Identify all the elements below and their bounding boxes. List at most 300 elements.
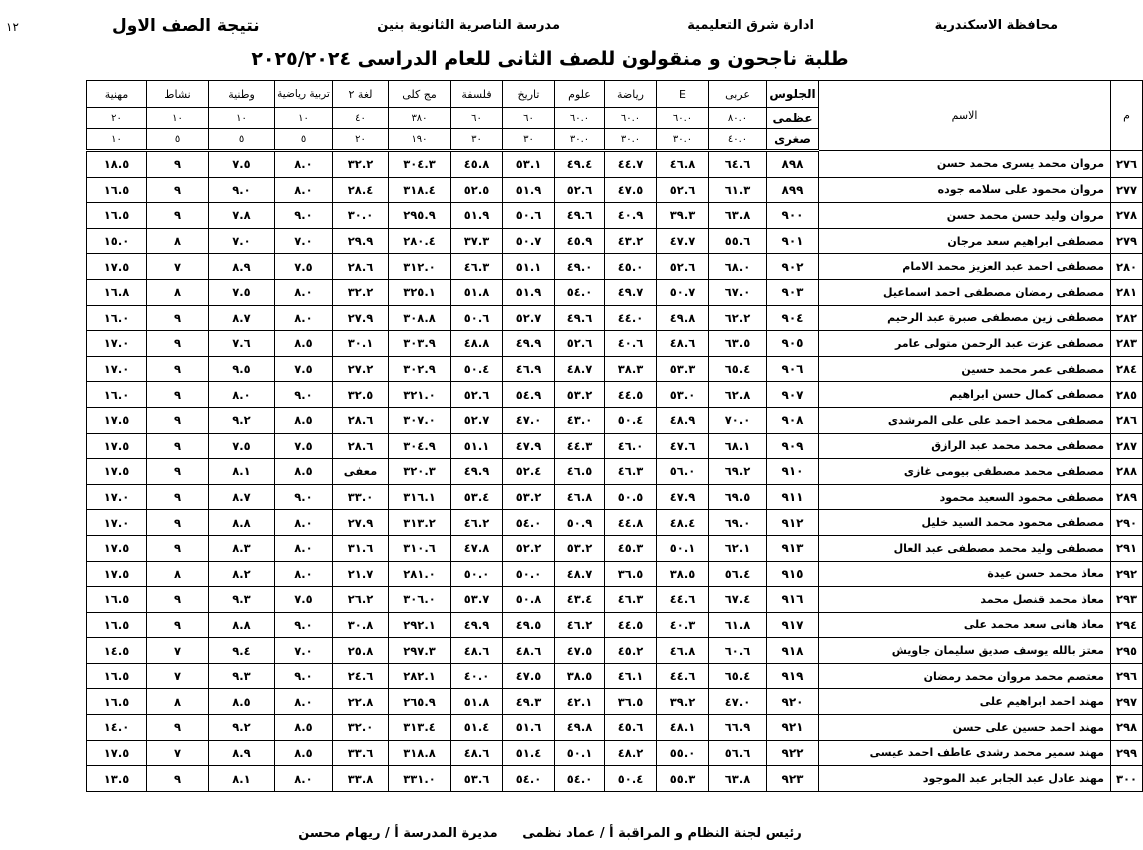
grade-cell: ٢٧.٢ — [333, 356, 389, 382]
grade-cell: ٤٤.٧ — [605, 151, 657, 178]
student-name: مصطفى احمد عبد العزيز محمد الامام — [819, 254, 1111, 280]
grade-cell: ٩ — [147, 433, 209, 459]
grade-cell: ٨.٠ — [275, 151, 333, 178]
grade-cell: ٩.٠ — [275, 203, 333, 229]
grade-cell: ١٦.٥ — [87, 663, 147, 689]
student-name: مصطفى عمر محمد حسين — [819, 356, 1111, 382]
table-row — [29, 561, 1143, 587]
table-row — [29, 407, 1143, 433]
grade-cell: ٤٨.٤ — [657, 510, 709, 536]
table-header — [29, 81, 1143, 151]
grade-cell: ٥٣.٤ — [451, 484, 503, 510]
grade-cell: ٤٤.٥ — [605, 382, 657, 408]
grade-cell: ٨.١ — [209, 459, 275, 485]
grade-cell: ٩.٣ — [209, 587, 275, 613]
student-name: مصطفى محمود محمد السيد خليل — [819, 510, 1111, 536]
grade-cell: ٦٣.٨ — [709, 203, 767, 229]
grade-cell: ٩ — [147, 331, 209, 357]
grade-cell: ٤٥.٨ — [451, 151, 503, 178]
grade-cell: ٥٣.٦ — [451, 766, 503, 792]
grade-cell: ٥٣.٢ — [555, 382, 605, 408]
grade-cell: ٤٣.٢ — [605, 228, 657, 254]
grade-cell: ٤٧.٠ — [709, 689, 767, 715]
col-subject-header: نشاط — [147, 81, 209, 108]
row-number: ٢٨٢ — [1111, 305, 1143, 331]
student-name: معاذ محمد حسن عيدة — [819, 561, 1111, 587]
grade-cell: ٥٤.٠ — [503, 766, 555, 792]
student-name: مهند سمير محمد رشدى عاطف احمد عيسى — [819, 740, 1111, 766]
grade-cell: ٥١.٩ — [503, 177, 555, 203]
grade-cell: ٧ — [147, 254, 209, 280]
grade-cell: ٩ — [147, 177, 209, 203]
grade-cell: ٣٠٢.٩ — [389, 356, 451, 382]
row-number: ٢٩٤ — [1111, 612, 1143, 638]
grade-cell: ٧.٦ — [209, 331, 275, 357]
grade-cell: ٦١.٨ — [709, 612, 767, 638]
grade-cell: ٣٨.٥ — [657, 561, 709, 587]
seat-number: ٩١٣ — [767, 535, 819, 561]
grade-cell: ٥٣.٣ — [657, 356, 709, 382]
grade-cell: ٢٨.٦ — [333, 254, 389, 280]
min-score: ٣٠.٠ — [555, 129, 605, 151]
grade-cell: ٣٣.٠ — [333, 484, 389, 510]
grade-cell: ٤٥.٦ — [605, 715, 657, 741]
grade-cell: ٤٧.٨ — [451, 535, 503, 561]
table-row — [29, 305, 1143, 331]
result-title: نتيجة الصف الاول — [112, 16, 260, 36]
grade-cell: ٦٨.٠ — [709, 254, 767, 280]
row-number: ٢٩٦ — [1111, 663, 1143, 689]
table-row — [29, 151, 1143, 178]
grade-cell: ١٧.٥ — [87, 740, 147, 766]
grade-cell: ٩ — [147, 356, 209, 382]
student-name: مصطفى محمد مصطفى بيومى غازى — [819, 459, 1111, 485]
grade-cell: ١٤.٠ — [87, 715, 147, 741]
seat-number: ٩٢٢ — [767, 740, 819, 766]
grade-cell: ٤٩.٦ — [555, 203, 605, 229]
row-number: ٣٠٠ — [1111, 766, 1143, 792]
student-name: مروان محمود على سلامه جوده — [819, 177, 1111, 203]
grade-cell: ٧.٠ — [275, 638, 333, 664]
student-name: مهند احمد حسين على حسن — [819, 715, 1111, 741]
seat-number: ٩٢١ — [767, 715, 819, 741]
grade-cell: ٢٧.٩ — [333, 305, 389, 331]
seat-number: ٩٢٠ — [767, 689, 819, 715]
grade-cell: ٥٦.٤ — [709, 561, 767, 587]
grade-cell: ٥١.٩ — [451, 203, 503, 229]
table-row — [29, 331, 1143, 357]
grade-cell: ٤٩.٥ — [503, 612, 555, 638]
row-number: ٢٨٤ — [1111, 356, 1143, 382]
grade-cell: ٢٧.٩ — [333, 510, 389, 536]
grade-cell: ١٧.٥ — [87, 433, 147, 459]
max-label: عظمى — [767, 108, 819, 129]
grade-cell: ١٤.٥ — [87, 638, 147, 664]
row-number: ٢٩٠ — [1111, 510, 1143, 536]
grade-cell: ٨.٠ — [275, 305, 333, 331]
grade-cell: ٣٢.٢ — [333, 151, 389, 178]
grade-cell: ٨ — [147, 561, 209, 587]
grade-cell: ٩.٢ — [209, 407, 275, 433]
grade-cell: ١٧.٥ — [87, 561, 147, 587]
col-seat-header: الجلوس — [767, 81, 819, 108]
student-name: معاذ محمد قنصل محمد — [819, 587, 1111, 613]
grade-cell: ٢٨.٦ — [333, 433, 389, 459]
grade-cell: ١٨.٥ — [87, 151, 147, 178]
grade-cell: ٥٢.٤ — [503, 459, 555, 485]
grade-cell: ٤٩.٠ — [555, 254, 605, 280]
grade-cell: ١٧.٠ — [87, 484, 147, 510]
grade-cell: ٧ — [147, 663, 209, 689]
grade-cell: ٤٦.٥ — [555, 459, 605, 485]
table-row — [29, 587, 1143, 613]
grade-cell: ٤٠.٩ — [605, 203, 657, 229]
grade-cell: ٨.٠ — [275, 535, 333, 561]
grade-cell: ٨ — [147, 279, 209, 305]
signatures-footer — [0, 826, 1100, 841]
grade-cell: ٥٦.٠ — [657, 459, 709, 485]
grade-cell: ٣٧.٣ — [451, 228, 503, 254]
grade-cell: ٤٩.٩ — [451, 459, 503, 485]
grade-cell: ٨.٠ — [275, 561, 333, 587]
grade-cell: ٥٠.٤ — [451, 356, 503, 382]
min-score: ٣٠ — [451, 129, 503, 151]
grade-cell: ٤٩.٩ — [451, 612, 503, 638]
grade-cell: ٥٣.١ — [503, 151, 555, 178]
grade-cell: ٥٢.٦ — [555, 331, 605, 357]
grade-cell: ٥٠.٦ — [451, 305, 503, 331]
grade-cell: ٥١.٤ — [451, 715, 503, 741]
grade-cell: ٩ — [147, 715, 209, 741]
table-row — [29, 766, 1143, 792]
seat-number: ٩٢٣ — [767, 766, 819, 792]
grade-cell: ٥٠.٥ — [605, 484, 657, 510]
results-table — [28, 80, 1143, 792]
seat-number: ٩٠٨ — [767, 407, 819, 433]
grade-cell: ٤٦.٨ — [657, 638, 709, 664]
grade-cell: ٧.٥ — [209, 433, 275, 459]
grade-cell: ١٧.٠ — [87, 331, 147, 357]
row-number: ٢٧٨ — [1111, 203, 1143, 229]
grade-cell: ٣١.٦ — [333, 535, 389, 561]
grade-cell: ٦٩.٠ — [709, 510, 767, 536]
grade-cell: ١٧.٠ — [87, 510, 147, 536]
grade-cell: ٥٢.٥ — [451, 177, 503, 203]
grade-cell: ٥٣.٠ — [657, 382, 709, 408]
min-score: ١٩٠ — [389, 129, 451, 151]
grade-cell: ٥٠.٩ — [555, 510, 605, 536]
grade-cell: ٤٩.٣ — [503, 689, 555, 715]
row-number: ٢٧٦ — [1111, 151, 1143, 178]
grade-cell: ٥١.٨ — [451, 279, 503, 305]
grade-cell: ٨.٥ — [275, 715, 333, 741]
col-subject-header: لغة ٢ — [333, 81, 389, 108]
grade-cell: ٣٢.٥ — [333, 382, 389, 408]
grade-cell: ٣٠٣.٩ — [389, 331, 451, 357]
row-number: ٢٩٣ — [1111, 587, 1143, 613]
governorate-label: محافظة الاسكندرية — [934, 18, 1058, 33]
table-row — [29, 740, 1143, 766]
grade-cell: ٥٣.٧ — [451, 587, 503, 613]
grade-cell: ٤٤.٦ — [657, 587, 709, 613]
row-number: ٢٨٧ — [1111, 433, 1143, 459]
grade-cell: ٩ — [147, 535, 209, 561]
grade-cell: ١٦.٥ — [87, 689, 147, 715]
student-name: مصطفى زين مصطفى صبرة عبد الرحيم — [819, 305, 1111, 331]
grade-cell: ٢٨٢.١ — [389, 663, 451, 689]
min-score: ١٠ — [87, 129, 147, 151]
grade-cell: ٦٨.١ — [709, 433, 767, 459]
col-subject-header: مج كلى — [389, 81, 451, 108]
grade-cell: ٣٠٨.٨ — [389, 305, 451, 331]
grade-cell: ٨.٠ — [275, 510, 333, 536]
grade-cell: ٤٩.٧ — [605, 279, 657, 305]
max-score: ٢٠ — [87, 108, 147, 129]
grade-cell: ٨.٥ — [209, 689, 275, 715]
student-name: مصطفى كمال حسن ابراهيم — [819, 382, 1111, 408]
grade-cell: ٢٢.٨ — [333, 689, 389, 715]
student-name: مصطفى محمد احمد على على المرشدى — [819, 407, 1111, 433]
grade-cell: ٣٢٥.١ — [389, 279, 451, 305]
grade-cell: ٤٥.٣ — [605, 535, 657, 561]
grade-cell: ٢٦٥.٩ — [389, 689, 451, 715]
seat-number: ٩١٧ — [767, 612, 819, 638]
school-label: مدرسة الناصرية الثانوية بنين — [377, 18, 560, 33]
grade-cell: ٩.٠ — [275, 612, 333, 638]
grade-cell: ٥١.٤ — [503, 740, 555, 766]
table-row — [29, 356, 1143, 382]
grade-cell: ٣١٣.٤ — [389, 715, 451, 741]
grade-cell: ٣٢.٢ — [333, 279, 389, 305]
grade-cell: ٤٧.٧ — [657, 228, 709, 254]
grade-cell: ٩.٢ — [209, 715, 275, 741]
student-name: مروان محمد يسرى محمد حسن — [819, 151, 1111, 178]
grade-cell: ٤٦.٨ — [555, 484, 605, 510]
grade-cell: ٣١٦.١ — [389, 484, 451, 510]
row-number: ٢٧٩ — [1111, 228, 1143, 254]
grade-cell: ٦٧.٤ — [709, 587, 767, 613]
grade-cell: ٣٠.٨ — [333, 612, 389, 638]
grade-cell: ٦٦.٩ — [709, 715, 767, 741]
grade-cell: ٥٢.٦ — [451, 382, 503, 408]
grade-cell: ٤٨.٧ — [555, 561, 605, 587]
grade-cell: ٥٣.٢ — [555, 535, 605, 561]
grade-cell: ٥١.٨ — [451, 689, 503, 715]
grade-cell: معفى — [333, 459, 389, 485]
grade-cell: ٩ — [147, 407, 209, 433]
grade-cell: ٣١٣.٢ — [389, 510, 451, 536]
row-number: ٢٨٥ — [1111, 382, 1143, 408]
grade-cell: ٢١.٧ — [333, 561, 389, 587]
grade-cell: ٥٠.١ — [555, 740, 605, 766]
grade-cell: ٥٠.٠ — [451, 561, 503, 587]
grade-cell: ٤٦.٠ — [605, 433, 657, 459]
grade-cell: ٨.٠ — [275, 177, 333, 203]
student-name: مهند احمد ابراهيم على — [819, 689, 1111, 715]
grade-cell: ٦٢.١ — [709, 535, 767, 561]
grade-cell: ٢٨١.٠ — [389, 561, 451, 587]
grade-cell: ٥٠.٧ — [503, 228, 555, 254]
grade-cell: ٤٤.٨ — [605, 510, 657, 536]
grade-cell: ٢٥.٨ — [333, 638, 389, 664]
min-score: ٥ — [147, 129, 209, 151]
grade-cell: ٤٠.٣ — [657, 612, 709, 638]
col-subject-header: عربى — [709, 81, 767, 108]
min-label: صغرى — [767, 129, 819, 151]
grade-cell: ٥٠.٤ — [605, 407, 657, 433]
student-name: معاذ هانى سعد محمد على — [819, 612, 1111, 638]
grade-cell: ٦٩.٥ — [709, 484, 767, 510]
grade-cell: ٧ — [147, 740, 209, 766]
grade-cell: ٤٧.٥ — [503, 663, 555, 689]
row-number: ٢٩٧ — [1111, 689, 1143, 715]
grade-cell: ٦٧.٠ — [709, 279, 767, 305]
row-number: ٢٩٨ — [1111, 715, 1143, 741]
grade-cell: ٣٢٠.٣ — [389, 459, 451, 485]
seat-number: ٩١٢ — [767, 510, 819, 536]
grade-cell: ٤٦.١ — [605, 663, 657, 689]
student-name: مصطفى عزت عبد الرحمن متولى عامر — [819, 331, 1111, 357]
grade-cell: ٤٤.٦ — [657, 663, 709, 689]
grade-cell: ٤٨.٦ — [451, 740, 503, 766]
grade-cell: ٧.٠ — [275, 228, 333, 254]
grade-cell: ٧.٥ — [275, 254, 333, 280]
grade-cell: ٥٠.٠ — [503, 561, 555, 587]
grade-cell: ٤٨.١ — [657, 715, 709, 741]
student-name: مصطفى محمد محمد عبد الرازق — [819, 433, 1111, 459]
row-number: ٢٩٢ — [1111, 561, 1143, 587]
student-name: مصطفى وليد محمد مصطفى عبد العال — [819, 535, 1111, 561]
grade-cell: ٣٣١.٠ — [389, 766, 451, 792]
grade-cell: ٨.٥ — [275, 407, 333, 433]
grade-cell: ٨ — [147, 689, 209, 715]
grade-cell: ٣٠٤.٩ — [389, 433, 451, 459]
max-score: ٤٠ — [333, 108, 389, 129]
grade-cell: ٥٠.٦ — [503, 203, 555, 229]
col-subject-header: فلسفة — [451, 81, 503, 108]
grade-cell: ٤٥.٠ — [605, 254, 657, 280]
grade-cell: ٨.٠ — [275, 279, 333, 305]
grade-cell: ٣٨.٥ — [555, 663, 605, 689]
seat-number: ٨٩٨ — [767, 151, 819, 178]
grade-cell: ٥٠.١ — [657, 535, 709, 561]
grade-cell: ٦٣.٥ — [709, 331, 767, 357]
grade-cell: ٤٨.٧ — [555, 356, 605, 382]
grade-cell: ٣٣.٨ — [333, 766, 389, 792]
grade-cell: ٤٨.٩ — [657, 407, 709, 433]
grade-cell: ١٣.٥ — [87, 766, 147, 792]
student-name: مصطفى ابراهيم سعد مرجان — [819, 228, 1111, 254]
grade-cell: ٩.٠ — [275, 663, 333, 689]
table-row — [29, 689, 1143, 715]
grade-cell: ٥٢.٦ — [555, 177, 605, 203]
col-subject-header: علوم — [555, 81, 605, 108]
grade-cell: ٤٦.٣ — [605, 587, 657, 613]
grade-cell: ٥٢.٧ — [451, 407, 503, 433]
grade-cell: ٩.٠ — [275, 382, 333, 408]
grade-cell: ٤٣.٤ — [555, 587, 605, 613]
grade-cell: ٣٦.٥ — [605, 561, 657, 587]
student-name: مصطفى محمود السعيد محمود — [819, 484, 1111, 510]
grade-cell: ٩.٠ — [209, 177, 275, 203]
grade-cell: ٣١٨.٨ — [389, 740, 451, 766]
seat-number: ٩١٩ — [767, 663, 819, 689]
grade-cell: ٥١.١ — [503, 254, 555, 280]
col-subject-header: رياضة — [605, 81, 657, 108]
grade-cell: ٧٠.٠ — [709, 407, 767, 433]
grade-cell: ٣٢١.٠ — [389, 382, 451, 408]
table-row — [29, 484, 1143, 510]
max-score: ١٠ — [209, 108, 275, 129]
col-name-header: الاسم — [819, 81, 1111, 151]
grade-cell: ٤٤.٠ — [605, 305, 657, 331]
grade-cell: ٩ — [147, 151, 209, 178]
administration-label: ادارة شرق التعليمية — [687, 18, 814, 33]
grade-cell: ١٦.٠ — [87, 382, 147, 408]
grade-cell: ٤٨.٦ — [451, 638, 503, 664]
grade-cell: ٤٧.٥ — [555, 638, 605, 664]
grade-cell: ٥٥.٣ — [657, 766, 709, 792]
grade-cell: ٧.٥ — [275, 433, 333, 459]
grade-cell: ٨.٥ — [275, 331, 333, 357]
grade-cell: ٤٩.٨ — [657, 305, 709, 331]
grade-cell: ٣٩.٢ — [657, 689, 709, 715]
grade-cell: ٥٢.٦ — [657, 254, 709, 280]
grade-cell: ٣٠٧.٠ — [389, 407, 451, 433]
grade-cell: ٢٨.٦ — [333, 407, 389, 433]
grade-cell: ٨.٠ — [275, 689, 333, 715]
seat-number: ٩٠٥ — [767, 331, 819, 357]
grade-cell: ٣٠.١ — [333, 331, 389, 357]
grade-cell: ٥٠.٧ — [657, 279, 709, 305]
grade-cell: ٢٦.٢ — [333, 587, 389, 613]
grade-cell: ٦٥.٤ — [709, 663, 767, 689]
grade-cell: ٥٢.٧ — [503, 305, 555, 331]
seat-number: ٩٠٢ — [767, 254, 819, 280]
grade-cell: ٤٦.٣ — [605, 459, 657, 485]
row-number: ٢٨٦ — [1111, 407, 1143, 433]
table-row — [29, 638, 1143, 664]
grade-cell: ٦٣.٨ — [709, 766, 767, 792]
col-subject-header: E — [657, 81, 709, 108]
grade-cell: ٣٩.٣ — [657, 203, 709, 229]
grade-cell: ٨.٥ — [275, 740, 333, 766]
grade-cell: ٦٥.٤ — [709, 356, 767, 382]
grade-cell: ٤٨.٦ — [503, 638, 555, 664]
grade-cell: ٨.٧ — [209, 305, 275, 331]
max-score: ٦٠.٠ — [657, 108, 709, 129]
min-score: ٢٠ — [333, 129, 389, 151]
grade-cell: ٨.٠ — [209, 382, 275, 408]
grade-cell: ٢٤.٦ — [333, 663, 389, 689]
col-m-header: م — [1111, 81, 1143, 151]
max-score: ٦٠ — [451, 108, 503, 129]
grade-cell: ٣٠٤.٣ — [389, 151, 451, 178]
grade-cell: ٦٢.٨ — [709, 382, 767, 408]
grade-cell: ٦٢.٢ — [709, 305, 767, 331]
grade-cell: ٦٤.٦ — [709, 151, 767, 178]
grade-cell: ١٧.٥ — [87, 407, 147, 433]
grade-cell: ٨ — [147, 228, 209, 254]
grade-cell: ٨.٠ — [275, 766, 333, 792]
row-number: ٢٩٩ — [1111, 740, 1143, 766]
grade-cell: ٥٠.٤ — [605, 766, 657, 792]
grade-cell: ٤٨.٦ — [657, 331, 709, 357]
grade-cell: ٧.٨ — [209, 203, 275, 229]
grade-cell: ٢٩٢.١ — [389, 612, 451, 638]
seat-number: ٩١٦ — [767, 587, 819, 613]
grade-cell: ٤٨.٨ — [451, 331, 503, 357]
